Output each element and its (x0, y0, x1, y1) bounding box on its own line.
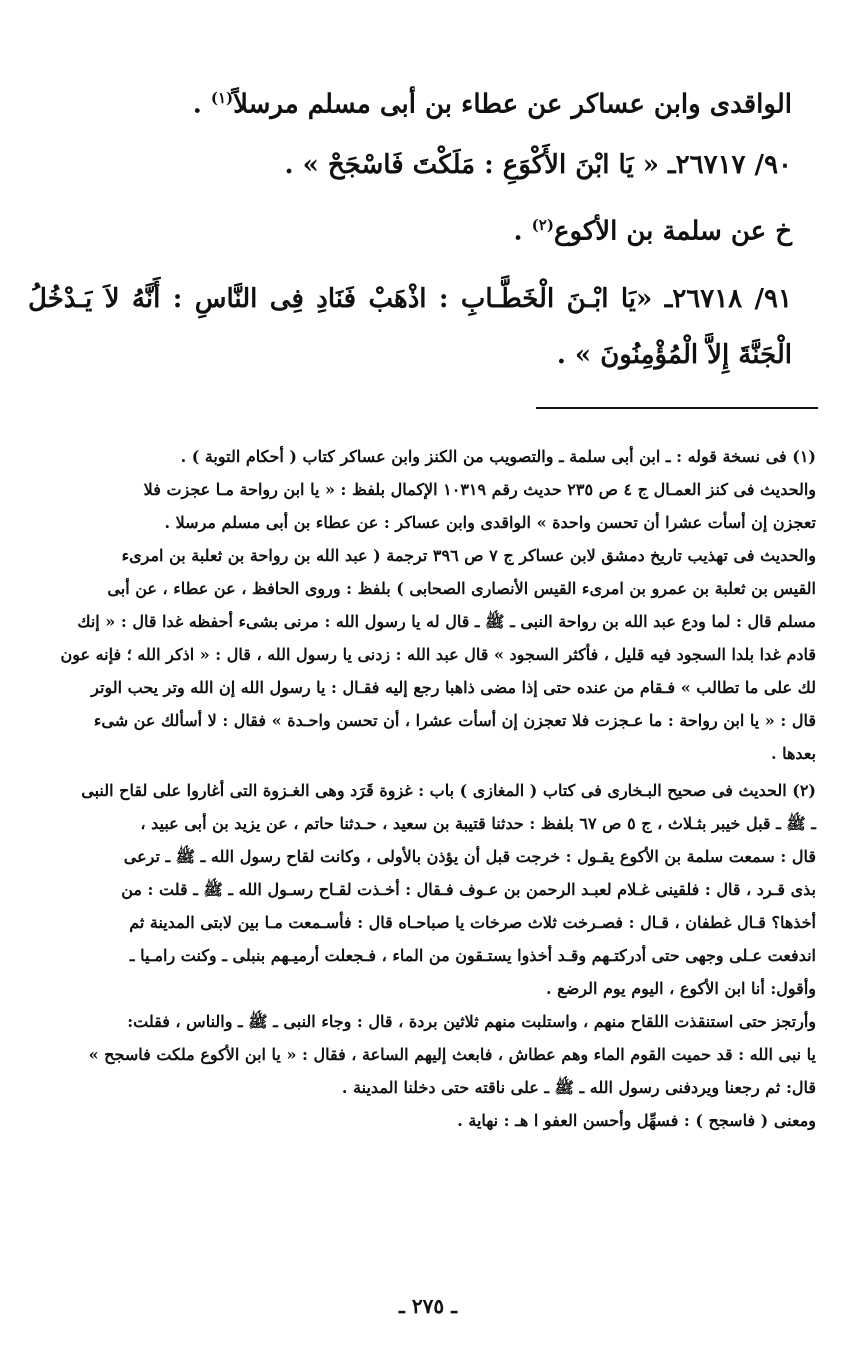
footnote-line: مسلم قال : لما ودع عبد الله بن رواحة النبى ـ ﷺ ـ قال له يا رسول الله : مرنى بشىء أحفظه غدا قال : « إنك (77, 612, 816, 631)
footnote-line: ومعنى ( فاسجح ) : فسهِّل وأحسن العفو ا هـ : نهاية . (457, 1111, 816, 1130)
footnote-line: أخذها؟ قـال غطفان ، قـال : فصـرخت ثلاث صرخات يا صباحـاه قال : فأسـمعت مـا بين لابتى المدينة ثم (129, 913, 816, 932)
hadith-91: ٩١/ ٢٦٧١٨ـ «يَا ابْـنَ الْخَطَّـابِ : اذْهَبْ فَنَادِ فِى النَّاسِ : أَنَّهُ لاَ يَـدْخُلُ الْجَنَّةَ إِلاَّ الْمُؤْمِنُونَ » . (28, 284, 792, 371)
footnotes (34, 440, 816, 1137)
main-line-1-text: الواقدى وابن عساكر عن عطاء بن أبى مسلم مرسلاً (233, 89, 792, 120)
footnote-line: لك على ما تطالب » فـقام من عنده حتى إذا مضى ذاهبا رجع إليه فقـال : يا رسول الله إن الله وتر يحب الوتر (91, 678, 816, 697)
footnote-line: وأقول: أنا ابن الأكوع ، اليوم يوم الرضع . (546, 979, 816, 998)
footnote-line: قادم غدا بلدا السجود فيه قليل ، فأكثر السجود » قال عبد الله : زدنى يا رسول الله ، قال : « اذكر الله ؛ فإنه عون (60, 645, 816, 664)
main-line-3-end: . (513, 216, 532, 247)
hadith-90: ٩٠/ ٢٦٧١٧ـ « يَا ابْنَ الأَكْوَعِ : مَلَكْتَ فَاسْجَحْ » . (284, 149, 792, 180)
footnote-line: قال : سمعت سلمة بن الأكوع يقـول : خرجت قبل أن يؤذن بالأولى ، وكانت لقاح رسول الله ـ ﷺ ـ ترعى (123, 847, 816, 866)
footnote-line: (٢) الحديث فى صحيح البـخارى فى كتاب ( المغازى ) باب : غزوة قَرَد وهى الغـزوة التى أغاروا على لقاح النبى (81, 781, 816, 800)
footnote-line: وأرتجز حتى استنقذت اللقاح منهم ، واستلبت منهم ثلاثين بردة ، قال : وجاء النبى ـ ﷺ ـ والناس ، فقلت: (127, 1012, 816, 1031)
footnote-line: القيس بن ثعلبة بن عمرو بن امرىء القيس الأنصارى الصحابى ) بلفظ : وروى الحافظ ، عن عطاء ، عن أبى (107, 579, 816, 598)
footnote-line: قال : « يا ابن رواحة : ما عـجزت فلا تعجزن إن أسأت عشرا ، أن تحسن واحـدة » فقال : لا أسألك عن شىء (93, 711, 816, 730)
footnote-ref-2[interactable]: (٢) (531, 215, 554, 234)
main-line-1-end: . (192, 89, 211, 120)
main-line-3-text: خ عن سلمة بن الأكوع (553, 216, 792, 247)
main-line-3 (28, 205, 792, 252)
footnote-ref-1[interactable]: (١) (210, 89, 234, 107)
main-line-1 (28, 78, 792, 125)
footnote-line: تعجزن إن أسأت عشرا أن تحسن واحدة » الواقدى وابن عساكر : عن عطاء بن أبى مسلم مرسلا . (164, 513, 816, 532)
footnote-line: اندفعت عـلى وجهى حتى أدركتـهم وقـد أخذوا يستـقون من الماء ، فـجعلت أرميـهم بنبلى ـ وكنت رامـيا ـ (129, 946, 816, 965)
footnote-line: والحديث فى كنز العمـال ج ٤ ص ٢٣٥ حديث رقم ١٠٣١٩ الإكمال بلفظ : « يا ابن رواحة مـا عجزت فلا (143, 480, 816, 499)
footnote-2 (34, 774, 816, 1137)
footnote-line: بعدها . (770, 744, 816, 763)
footnote-1 (34, 440, 816, 770)
footnote-line: بذى قـرد ، قال : فلقينى غـلام لعبـد الرحمن بن عـوف فـقال : أخـذت لقـاح رسـول الله ـ ﷺ ـ قلت : من (121, 880, 816, 899)
footnote-line: ـ ﷺ ـ قبل خيبر بثـلاث ، ج ٥ ص ٦٧ بلفظ : حدثنا قتيبة بن سعيد ، حـدثنا حاتم ، عن يزيد بن أبى عبيد ، (140, 814, 816, 833)
footnote-separator (536, 407, 818, 409)
footnote-line: يا نبى الله : قد حميت القوم الماء وهم عطاش ، فابعث إليهم الساعة ، فقال : « يا ابن الأكوع ملكت فاسجح » (88, 1045, 816, 1064)
footnote-line: والحديث فى تهذيب تاريخ دمشق لابن عساكر ج ٧ ص ٣٩٦ ترجمة ( عبد الله بن رواحة بن ثعلبة بن امرىء (121, 546, 816, 565)
footnote-line: (١) فى نسخة قوله : ـ ابن أبى سلمة ـ والتصويب من الكنز وابن عساكر كتاب ( أحكام التوبة ) . (180, 447, 816, 466)
main-text (28, 78, 792, 383)
page-number: ـ ٢٧٥ ـ (399, 1294, 457, 1318)
footnote-line: قال: ثم رجعنا ويردفنى رسول الله ـ ﷺ ـ على ناقته حتى دخلنا المدينة . (341, 1078, 816, 1097)
